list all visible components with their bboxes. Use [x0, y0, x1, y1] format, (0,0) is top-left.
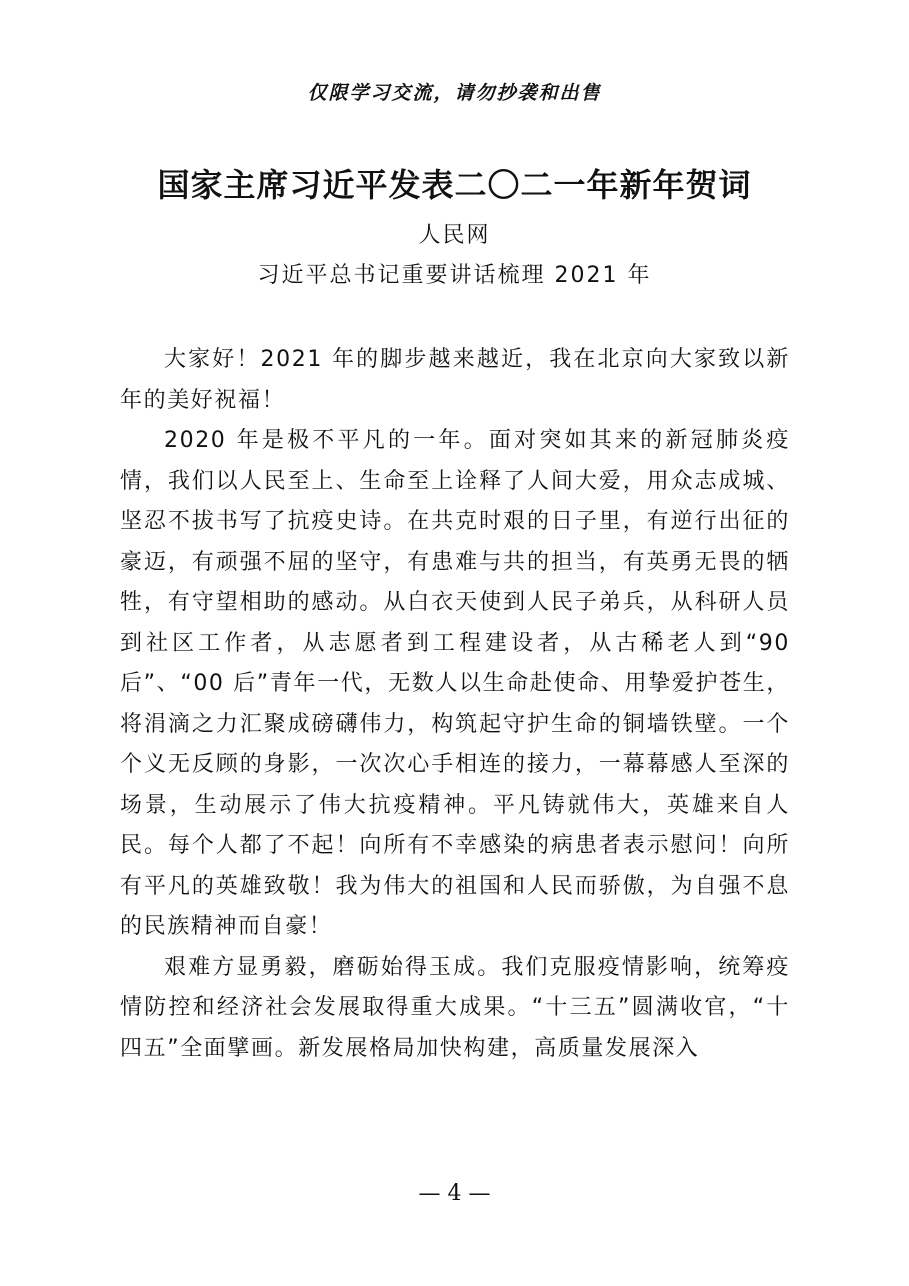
body-text [120, 340, 790, 1069]
paragraph: 大家好！2021 年的脚步越来越近，我在北京向大家致以新年的美好祝福！ [120, 347, 790, 413]
category-line: 习近平总书记重要讲话梳理 2021 年 [257, 263, 652, 288]
document-title: 国家主席习近平发表二〇二一年新年贺词 [157, 166, 752, 204]
paragraph: 艰难方显勇毅，磨砺始得玉成。我们克服疫情影响，统筹疫情防控和经济社会发展取得重大成果。“十三五”圆满收官，“十四五”全面擘画。新发展格局加快构建，高质量发展深入 [120, 954, 790, 1061]
page-number: — 4 — [418, 1181, 491, 1206]
paragraph: 2020 年是极不平凡的一年。面对突如其来的新冠肺炎疫情，我们以人民至上、生命至上诠释了人间大爱，用众志成城、坚忍不拔书写了抗疫史诗。在共克时艰的日子里，有逆行出征的豪迈，有顽强不屈的坚守，有患难与共的担当，有英勇无畏的牺牲，有守望相助的感动。从白衣天使到人民子弟兵，从科研人员到社区工作者，从志愿者到工程建设者，从古稀老人到“90 后”、“00 后”青年一代，无数人以生命赴使命、用挚爱护苍生，将涓滴之力汇聚成磅礴伟力，构筑起守护生命的铜墙铁壁。一个个义无反顾的身影，一次次心手相连的接力，一幕幕感人至深的场景，生动展示了伟大抗疫精神。平凡铸就伟大，英雄来自人民。每个人都了不起！向所有不幸感染的病患者表示慰问！向所有平凡的英雄致敬！我为伟大的祖国和人民而骄傲，为自强不息的民族精神而自豪！ [120, 428, 790, 939]
header-note: 仅限学习交流，请勿抄袭和出售 [307, 82, 602, 104]
source-line: 人民网 [418, 223, 491, 248]
